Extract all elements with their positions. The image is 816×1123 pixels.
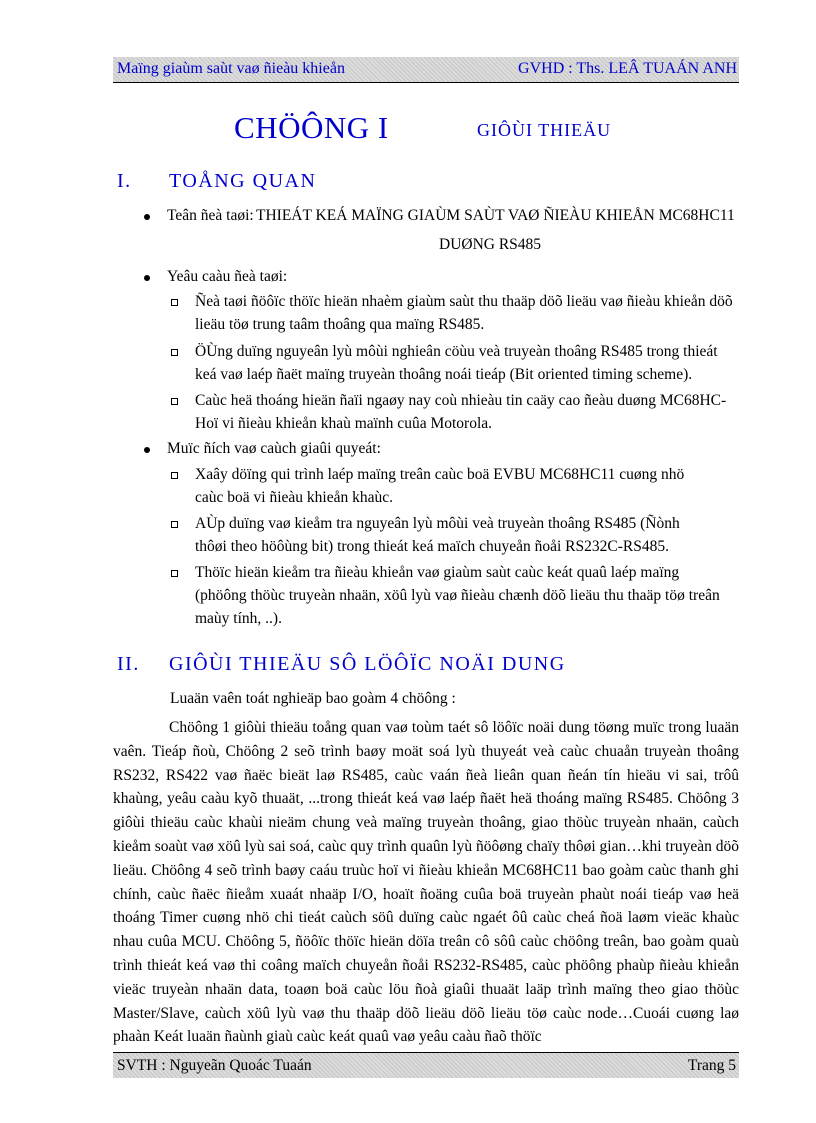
chapter-title: CHÖÔNG I (234, 110, 389, 145)
goal-item-1-line-2: caùc boä vi ñieàu khieån khaùc. (195, 489, 393, 506)
bullet-icon (144, 214, 150, 220)
section-1-heading (117, 170, 316, 193)
page-footer (113, 1052, 739, 1078)
square-bullet-icon (171, 349, 178, 356)
square-bullet-icon (171, 398, 178, 405)
req-item-3-line-2: Hoï vi ñieàu khieån khaù maïnh cuûa Motorola. (195, 415, 493, 432)
bullet-icon (144, 275, 150, 281)
req-item-3-line-1: Caùc heä thoáng hieän ñaïi ngaøy nay coù nhieàu tin caäy cao ñeàu duøng MC68HC- (195, 392, 727, 409)
topic-line-1: THIEÁT KEÁ MAÏNG GIAÙM SAÙT VAØ ÑIEÀU KHIEÅN MC68HC11 (256, 207, 735, 224)
topic-line-2: DUØNG RS485 (439, 236, 542, 253)
square-bullet-icon (171, 521, 178, 528)
goal-item-3-line-3: maùy tính, ..). (195, 610, 282, 627)
header-right-text: GVHD : Ths. LEÂ TUAÁN ANH (518, 60, 737, 77)
bullet-icon (144, 447, 150, 453)
goal-label: Muïc ñích vaø caùch giaûi quyeát: (167, 440, 381, 457)
header-left-text: Maïng giaùm saùt vaø ñieàu khieån (117, 60, 345, 77)
goal-item-3-line-1: Thöïc hieän kieåm tra ñieàu khieån vaø giaùm saùt caùc keát quaû laép maïng (195, 564, 680, 581)
section-1-title: TOÅNG QUAN (169, 170, 317, 192)
square-bullet-icon (171, 472, 178, 479)
square-bullet-icon (171, 570, 178, 577)
topic-label: Teân ñeà taøi: (167, 207, 254, 224)
chapter-subtitle: GIÔÙI THIEÄU (477, 120, 612, 140)
req-item-2-line-1: ÖÙng duïng nguyeân lyù môùi nghieân cöùu veà truyeàn thoâng RS485 trong thieát (195, 343, 718, 360)
page-header (113, 57, 739, 83)
section-2-body: Chöông 1 giôùi thieäu toång quan vaø toùm taét sô löôïc noäi dung töøng muïc trong luaän vaên. Tieáp ñoù, Chöông 2 seõ trình baøy moät soá lyù thuyeát veà caùc chuaån truyeàn thoâng RS232, RS422 vaø ñaëc bieät laø RS485, caùc vaán ñeà lieân quan ñeán tín hieäu vi sai, trôû khaùng, yeâu caàu kyõ thuaät, ...trong thieát keá vaø laép ñaët heä thoáng maïng RS485. Chöông 3 giôùi thieäu caùc khaùi nieäm chung veà maïng truyeàn thoâng, giao thöùc truyeàn nhaän, caùch kieåm soaùt vaø xöû lyù sai soá, caùc quy trình quaûn lyù ñöôøng chaïy thôøi gian…khi truyeàn döõ lieäu. Chöông 4 seõ trình baøy caáu truùc hoï vi ñieàu khieån MC68HC11 bao goàm caùc thanh ghi chính, caùc ñaëc ñieåm xuaát nhaäp I/O, hoaït ñoäng cuûa boä truyeàn phaùt noái tieáp vaø heä thoáng Timer cuøng nhö chi tieát caùch söû duïng caùc ngaét ôû caùc cheá ñoä laøm vieäc khaùc nhau cuûa MCU. Chöông 5, ñöôïc thöïc hieän döïa treân cô sôû caùc chöông treân, bao goàm quaù trình thieát keá vaø thi coâng maïch chuyeån ñoåi RS232-RS485, caùc phöông phaùp ñieàu khieån vieäc truyeàn nhaän data, toaøn boä caùc löu ñoà giaûi thuaät laäp trình maïng theo giao thöùc Master/Slave, caùch xöû lyù vaø thu thaäp döõ lieäu döõ lieäu töø caùc node…Cuoái cuøng laø phaàn Keát luaän ñaùnh giaù caùc keát quaû vaø yeâu caàu ñaõ thöïc (113, 719, 739, 1046)
goal-item-2-line-1: AÙp duïng vaø kieåm tra nguyeân lyù môùi veà truyeàn thoâng RS485 (Ñònh (195, 515, 680, 532)
footer-left-text: SVTH : Nguyeãn Quoác Tuaán (117, 1057, 312, 1074)
req-item-1-line-2: lieäu töø trung taâm thoâng qua maïng RS485. (195, 316, 485, 333)
square-bullet-icon (171, 299, 178, 306)
requirements-label: Yeâu caàu ñeà taøi: (167, 268, 288, 285)
section-2-title: GIÔÙI THIEÄU SÔ LÖÔÏC NOÄI DUNG (169, 653, 566, 675)
goal-item-3-line-2: (phöông thöùc truyeàn nhaän, xöû lyù vaø ñieàu chænh döõ lieäu thu thaäp töø treân (195, 587, 720, 604)
goal-item-2-line-2: thôøi theo höôùng bit) trong thieát keá maïch chuyeån ñoåi RS232C-RS485. (195, 538, 669, 555)
req-item-2-line-2: keá vaø laép ñaët maïng truyeàn thoâng noái tieáp (Bit oriented timing scheme). (195, 366, 693, 383)
goal-item-1-line-1: Xaây döïng qui trình laép maïng treân caùc boä EVBU MC68HC11 cuøng nhö (195, 466, 685, 483)
page-number: Trang 5 (687, 1057, 736, 1074)
section-2-heading (117, 653, 566, 676)
section-2-intro: Luaän vaên toát nghieäp bao goàm 4 chöông : (170, 690, 456, 707)
req-item-1-line-1: Ñeà taøi ñöôïc thöïc hieän nhaèm giaùm saùt thu thaäp döõ lieäu vaø ñieàu khieån döõ (195, 293, 733, 310)
section-1-number: I. (117, 170, 132, 192)
section-2-number: II. (117, 653, 140, 675)
